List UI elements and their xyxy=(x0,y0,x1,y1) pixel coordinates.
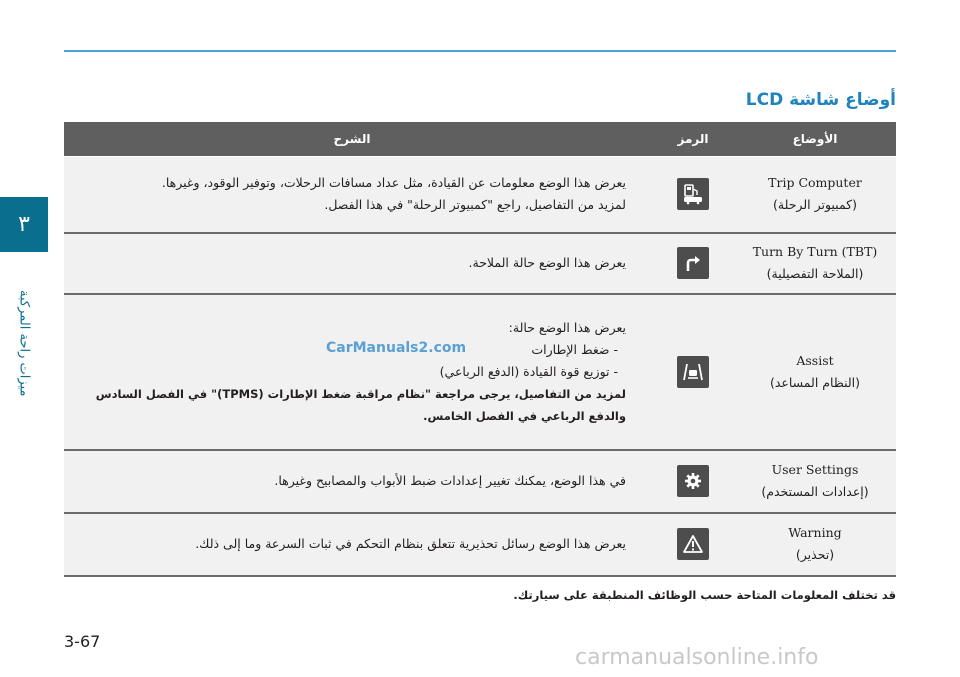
gear-icon xyxy=(677,465,709,497)
symbol-cell xyxy=(652,233,734,294)
table-row-settings xyxy=(64,450,896,513)
mode-cell xyxy=(734,513,896,576)
lane-assist-icon xyxy=(677,356,709,388)
mode-name-ar: (إعدادات المستخدم) xyxy=(761,484,869,499)
bullet-item: - توزيع قوة القيادة (الدفع الرباعي) xyxy=(439,363,618,379)
reference-note: والدفع الرباعي في الفصل الخامس. xyxy=(423,408,626,423)
description-line: يعرض هذا الوضع معلومات عن القيادة، مثل عداد مسافات الرحلات، وتوفير الوقود، وغيرها. xyxy=(161,175,626,191)
chapter-tab[interactable] xyxy=(0,197,48,252)
chapter-number: ٣ xyxy=(18,212,30,237)
turn-arrow-icon xyxy=(677,247,709,279)
table-row-warning xyxy=(64,513,896,576)
warning-triangle-icon xyxy=(677,528,709,560)
mode-name-ar: (النظام المساعد) xyxy=(769,374,861,390)
footnote: قد تختلف المعلومات المتاحة حسب الوظائف المنطبقة على سيارتك. xyxy=(513,588,896,602)
mode-name: Turn By Turn (TBT) xyxy=(752,244,878,259)
table-row-tbt xyxy=(64,233,896,294)
table-row-assist xyxy=(64,294,896,450)
mode-name: User Settings xyxy=(771,462,859,477)
explanation-cell xyxy=(64,157,652,233)
symbol-cell xyxy=(652,450,734,513)
mode-name-ar: (تحذير) xyxy=(795,547,835,562)
site-watermark: carmanualsonline.info xyxy=(575,645,819,670)
mode-name-ar: (كمبيوتر الرحلة) xyxy=(772,197,858,213)
bullet-item: - ضغط الإطارات xyxy=(531,341,618,357)
mode-name-ar: (الملاحة التفصيلية) xyxy=(766,266,864,281)
description-line: في هذا الوضع، يمكنك تغيير إعدادات ضبط الأبواب والمصابيح وغيرها. xyxy=(274,473,626,488)
page-number: 3-67 xyxy=(64,632,101,651)
description-line: لمزيد من التفاصيل، راجع "كمبيوتر الرحلة" في هذا الفصل. xyxy=(324,197,626,213)
mode-cell xyxy=(734,450,896,513)
mode-name: Assist xyxy=(796,352,834,368)
mode-name: Warning xyxy=(788,525,842,540)
section-title: أوضاع شاشة LCD xyxy=(745,90,896,110)
top-rule xyxy=(64,50,896,52)
explanation-cell xyxy=(64,294,652,450)
header-explanation: الشرح xyxy=(64,122,652,157)
explanation-cell xyxy=(64,450,652,513)
table-row-trip xyxy=(64,157,896,233)
table-header-row xyxy=(64,122,896,157)
watermark: CarManuals2.com xyxy=(326,340,467,356)
header-modes: الأوضاع xyxy=(734,122,896,157)
mode-cell xyxy=(734,233,896,294)
header-symbol: الرمز xyxy=(652,122,734,157)
reference-note: لمزيد من التفاصيل، يرجى مراجعة "نظام مراقبة ضغط الإطارات (TPMS)" في الفصل السادس xyxy=(95,386,626,401)
symbol-cell xyxy=(652,294,734,450)
mode-cell xyxy=(734,294,896,450)
fuel-pump-car-icon xyxy=(677,178,709,210)
description-line: يعرض هذا الوضع رسائل تحذيرية تتعلق بنظام التحكم في ثبات السرعة وما إلى ذلك. xyxy=(195,536,626,551)
description-line: يعرض هذا الوضع حالة الملاحة. xyxy=(468,255,626,270)
chapter-label: ميزات راحة المركبة xyxy=(16,289,32,397)
explanation-cell xyxy=(64,513,652,576)
mode-name: Trip Computer xyxy=(768,175,862,191)
mode-cell xyxy=(734,157,896,233)
symbol-cell xyxy=(652,157,734,233)
symbol-cell xyxy=(652,513,734,576)
description-line: يعرض هذا الوضع حالة: xyxy=(508,319,626,335)
explanation-cell xyxy=(64,233,652,294)
lcd-modes-table xyxy=(64,122,896,577)
